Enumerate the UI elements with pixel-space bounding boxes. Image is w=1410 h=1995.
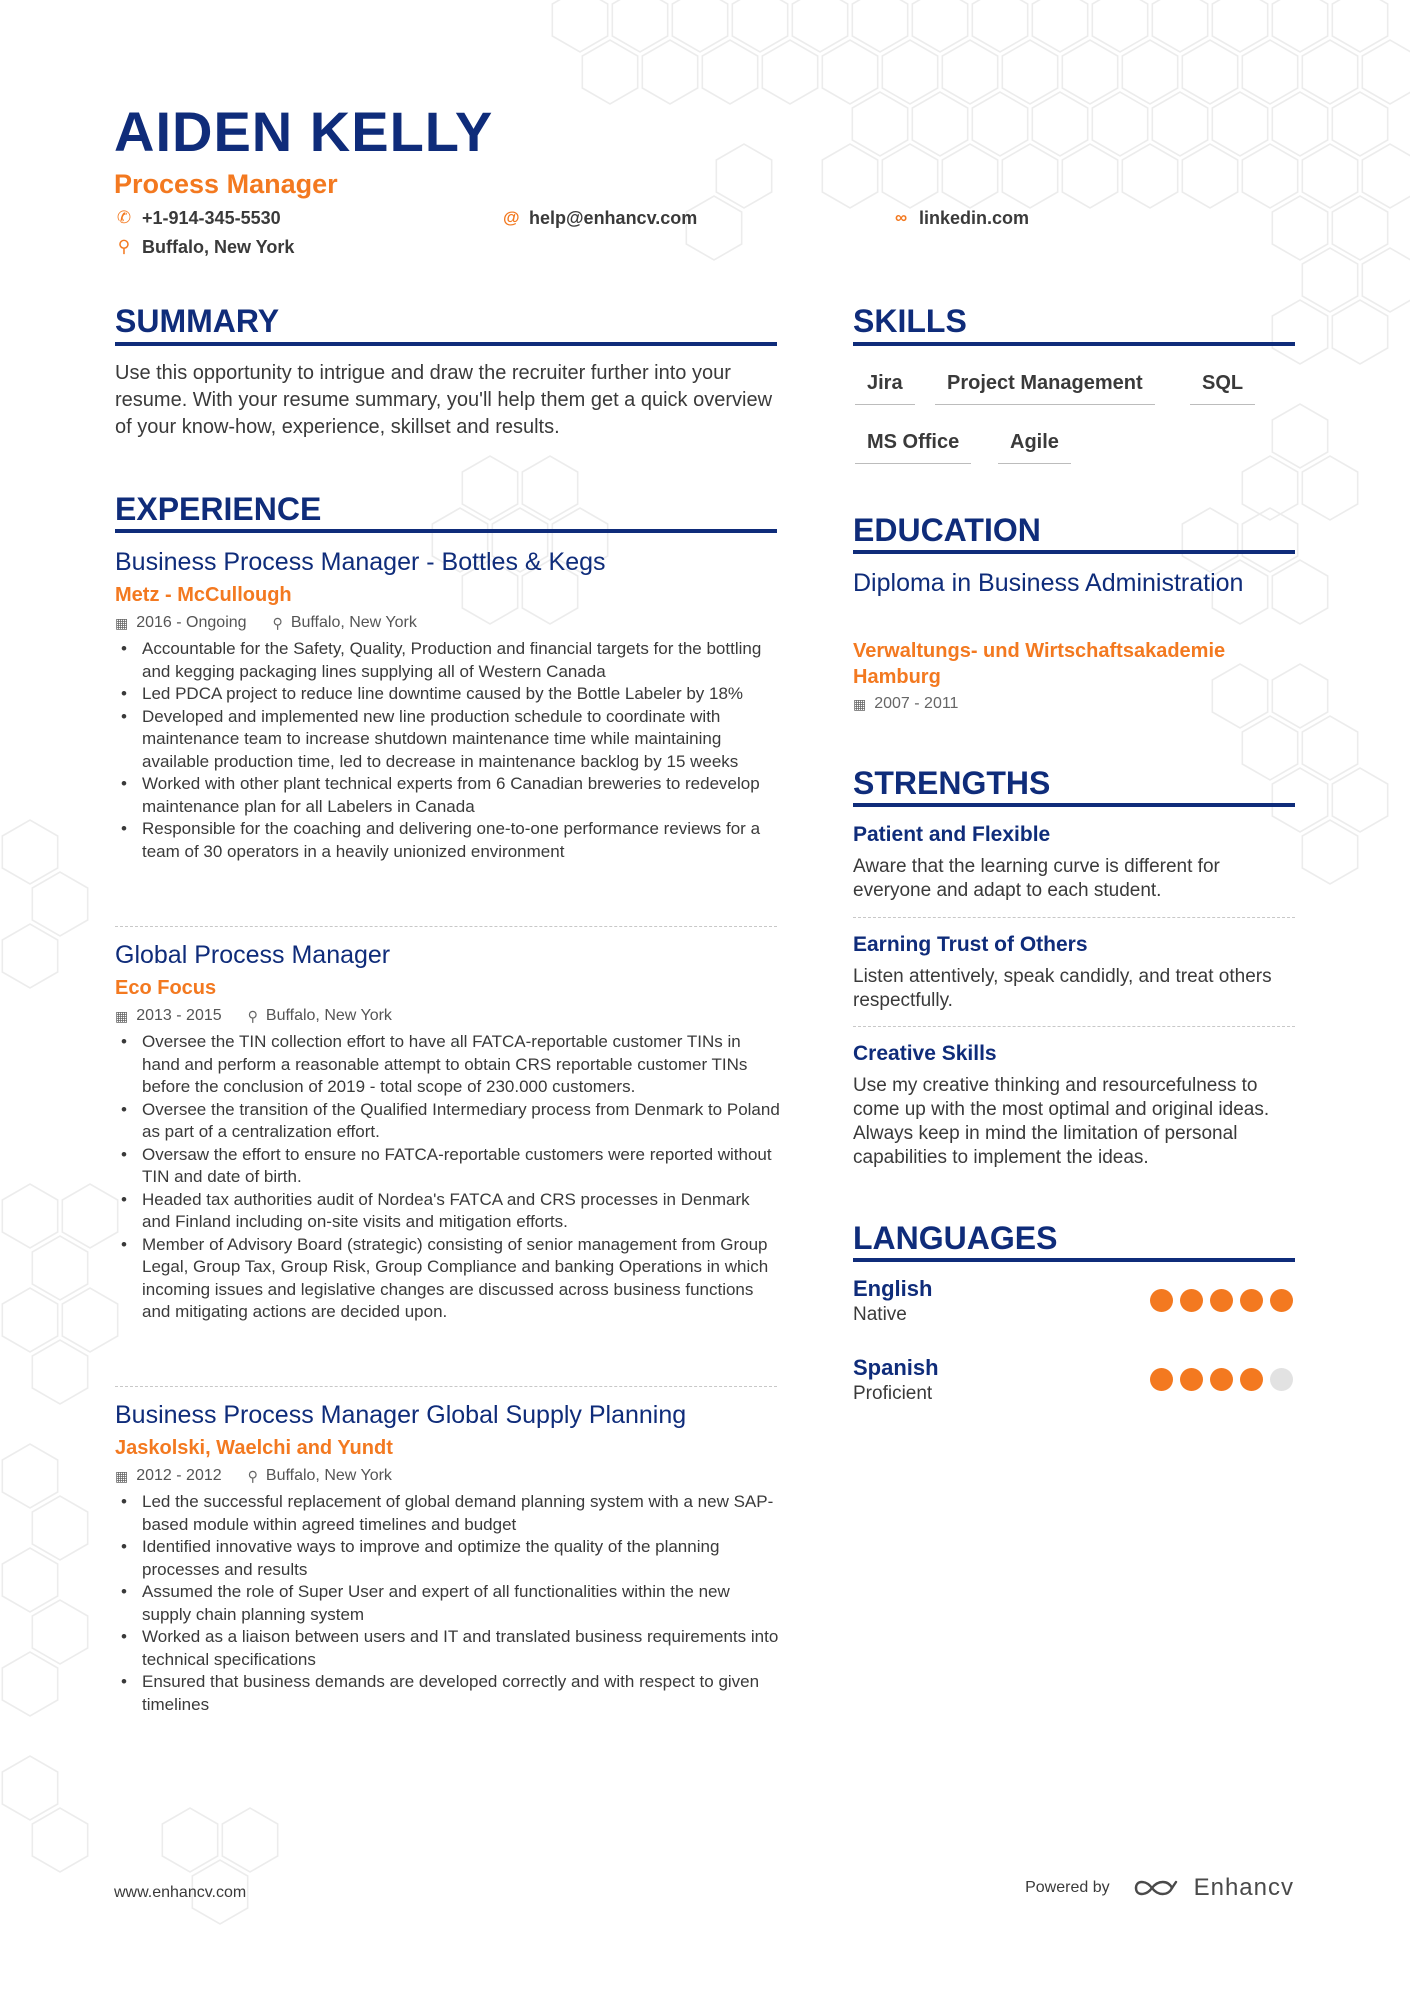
strength-item: [853, 1041, 1295, 1170]
rating-dot-filled: [1150, 1368, 1173, 1391]
job-company: Metz - McCullough: [115, 584, 292, 606]
language-level: Proficient: [853, 1383, 933, 1404]
job-bullet: • Assumed the role of Super User and expert of all functionalities within the new supply chain planning system: [115, 1581, 780, 1626]
job-bullet: • Oversee the transition of the Qualified Intermediary process from Denmark to Poland as part of a centralization effort.: [115, 1099, 780, 1144]
location-contact: [116, 236, 294, 258]
rating-dot-empty: [1270, 1368, 1293, 1391]
languages-rule: [853, 1258, 1295, 1262]
footer-branding[interactable]: [1025, 1874, 1294, 1902]
job-bullet: • Worked with other plant technical experts from 6 Canadian breweries to redevelop maintenance plan for all Labelers in Canada: [115, 773, 780, 818]
education-rule: [853, 550, 1295, 554]
education-meta: [853, 693, 958, 715]
skill-tag: Project Management: [935, 370, 1155, 405]
rating-dot-filled: [1240, 1368, 1263, 1391]
job-bullet: • Developed and implemented new line production schedule to coordinate with maintenance team to increase shutdown maintenance time while maintaining available production time, led to decrease in maintenance backlog by 15 weeks: [115, 706, 780, 774]
job-location: [248, 1465, 392, 1487]
strength-item: [853, 822, 1295, 903]
strength-title: Earning Trust of Others: [853, 933, 1088, 956]
email-text: help@enhancv.com: [529, 208, 698, 228]
enhancv-logo-icon: [1132, 1876, 1180, 1900]
skills-rule: [853, 342, 1295, 346]
language-item: [853, 1276, 1295, 1328]
skill-tag: Jira: [855, 370, 915, 405]
job-meta: [115, 612, 780, 634]
rating-dot-filled: [1180, 1368, 1203, 1391]
job-bullet: • Worked as a liaison between users and IT and translated business requirements into technical specifications: [115, 1626, 780, 1671]
summary-rule: [115, 342, 777, 346]
strength-item: [853, 932, 1295, 1013]
job-bullets: [115, 638, 780, 863]
job-entry: [115, 939, 780, 1324]
candidate-role: Process Manager: [114, 169, 338, 199]
calendar-icon: ▦: [115, 1468, 129, 1484]
language-level: Native: [853, 1304, 907, 1325]
job-bullet: • Accountable for the Safety, Quality, Production and financial targets for the bottling and kegging packaging lines supplying all of Western Canada: [115, 638, 780, 683]
strength-separator: [853, 917, 1295, 918]
rating-dot-filled: [1150, 1289, 1173, 1312]
job-bullet: • Headed tax authorities audit of Nordea's FATCA and CRS processes in Denmark and Finland including on-site visits and mitigation efforts.: [115, 1189, 780, 1234]
location-text: Buffalo, New York: [142, 237, 295, 257]
job-location-text: Buffalo, New York: [265, 1007, 392, 1024]
job-company: Jaskolski, Waelchi and Yundt: [115, 1437, 393, 1459]
strength-description: Use my creative thinking and resourcefulness to come up with the most optimal and original ideas. Always keep in mind the limitation of personal capabilities to implement the ideas.: [853, 1075, 1270, 1168]
phone-icon: ✆: [116, 208, 132, 227]
link-text: linkedin.com: [919, 208, 1030, 228]
education-heading: EDUCATION: [853, 512, 1041, 548]
strength-title: Creative Skills: [853, 1042, 997, 1065]
job-separator: [115, 1386, 777, 1387]
summary-heading: SUMMARY: [115, 303, 280, 339]
job-location-text: Buffalo, New York: [265, 1467, 392, 1484]
job-dates: 2016 - Ongoing: [136, 614, 247, 631]
footer-website[interactable]: www.enhancv.com: [114, 1884, 247, 1901]
summary-text: Use this opportunity to intrigue and draw the recruiter further into your resume. With your resume summary, you'll help them get a quick overview of your know-how, experience, skillset and results.: [115, 362, 773, 438]
job-meta: [115, 1005, 780, 1027]
phone-contact[interactable]: [116, 207, 281, 229]
job-bullet: • Responsible for the coaching and delivering one-to-one performance reviews for a team of 30 operators in a heavily unionized environment: [115, 818, 780, 863]
education-school: Verwaltungs- und Wirtschaftsakademie Hamburg: [853, 640, 1226, 688]
candidate-name: AIDEN KELLY: [114, 100, 494, 163]
job-title: Business Process Manager - Bottles & Kegs: [115, 548, 606, 576]
job-bullet: • Member of Advisory Board (strategic) consisting of senior management from Group Legal, Group Tax, Group Risk, Group Compliance and banking Operations in which incoming issues and legislative changes are discussed across business functions and mitigating actions are decided upon.: [115, 1234, 780, 1324]
location-pin-icon: ⚲: [247, 1468, 258, 1484]
link-contact[interactable]: [893, 207, 1029, 229]
skill-tag: MS Office: [855, 429, 971, 464]
job-company: Eco Focus: [115, 977, 217, 999]
strength-title: Patient and Flexible: [853, 823, 1051, 846]
skill-tag: SQL: [1190, 370, 1255, 405]
job-entry: [115, 1399, 780, 1716]
job-bullet: • Identified innovative ways to improve and optimize the quality of the planning processes and results: [115, 1536, 780, 1581]
job-dates: 2013 - 2015: [136, 1007, 222, 1024]
calendar-icon: ▦: [115, 615, 129, 631]
education-dates: 2007 - 2011: [874, 695, 959, 712]
job-bullet: • Oversaw the effort to ensure no FATCA-reportable customers were reported without TIN and date of birth.: [115, 1144, 780, 1189]
phone-text: +1-914-345-5530: [142, 208, 281, 228]
job-entry: [115, 546, 780, 863]
job-bullet: • Led PDCA project to reduce line downtime caused by the Bottle Labeler by 18%: [115, 683, 780, 706]
location-pin-icon: ⚲: [117, 237, 131, 256]
job-bullets: [115, 1031, 780, 1324]
link-icon: ∞: [894, 208, 908, 227]
job-bullets: [115, 1491, 780, 1716]
job-location: [248, 1005, 392, 1027]
language-rating: [1143, 1289, 1293, 1312]
powered-by-label: Powered by: [1025, 1879, 1110, 1896]
job-dates: 2012 - 2012: [136, 1467, 222, 1484]
location-pin-icon: ⚲: [272, 615, 283, 631]
language-item: [853, 1355, 1295, 1407]
language-name: English: [853, 1276, 933, 1301]
job-meta: [115, 1465, 780, 1487]
strength-description: Aware that the learning curve is different for everyone and adapt to each student.: [853, 856, 1220, 901]
rating-dot-filled: [1270, 1289, 1293, 1312]
calendar-icon: ▦: [115, 1008, 129, 1024]
skills-heading: SKILLS: [853, 303, 967, 339]
job-title: Business Process Manager Global Supply Planning: [115, 1401, 687, 1429]
brand-name: Enhancv: [1193, 1874, 1294, 1901]
job-location: [273, 612, 417, 634]
job-title: Global Process Manager: [115, 941, 391, 969]
job-bullet: • Oversee the TIN collection effort to have all FATCA-reportable customer TINs in hand and perform a reasonable attempt to obtain CRS reportable customer TINs before the conclusion of 2019 - total scope of 230.000 customers.: [115, 1031, 780, 1099]
job-separator: [115, 926, 777, 927]
rating-dot-filled: [1210, 1368, 1233, 1391]
job-bullet: • Led the successful replacement of global demand planning system with a new SAP-based module within agreed timelines and budget: [115, 1491, 780, 1536]
language-name: Spanish: [853, 1355, 939, 1380]
calendar-icon: ▦: [853, 696, 867, 712]
strengths-rule: [853, 803, 1295, 807]
skill-tag: Agile: [998, 429, 1071, 464]
strength-separator: [853, 1026, 1295, 1027]
experience-heading: EXPERIENCE: [115, 491, 322, 527]
strengths-heading: STRENGTHS: [853, 765, 1051, 801]
experience-rule: [115, 529, 777, 533]
job-location-text: Buffalo, New York: [290, 614, 417, 631]
education-degree: Diploma in Business Administration: [853, 569, 1244, 597]
email-contact[interactable]: [503, 207, 697, 229]
strength-description: Listen attentively, speak candidly, and treat others respectfully.: [853, 966, 1272, 1011]
rating-dot-filled: [1180, 1289, 1203, 1312]
at-icon: @: [503, 208, 520, 227]
rating-dot-filled: [1240, 1289, 1263, 1312]
location-pin-icon: ⚲: [247, 1008, 258, 1024]
languages-heading: LANGUAGES: [853, 1220, 1058, 1256]
rating-dot-filled: [1210, 1289, 1233, 1312]
job-bullet: • Ensured that business demands are developed correctly and with respect to given timelines: [115, 1671, 780, 1716]
language-rating: [1143, 1368, 1293, 1391]
